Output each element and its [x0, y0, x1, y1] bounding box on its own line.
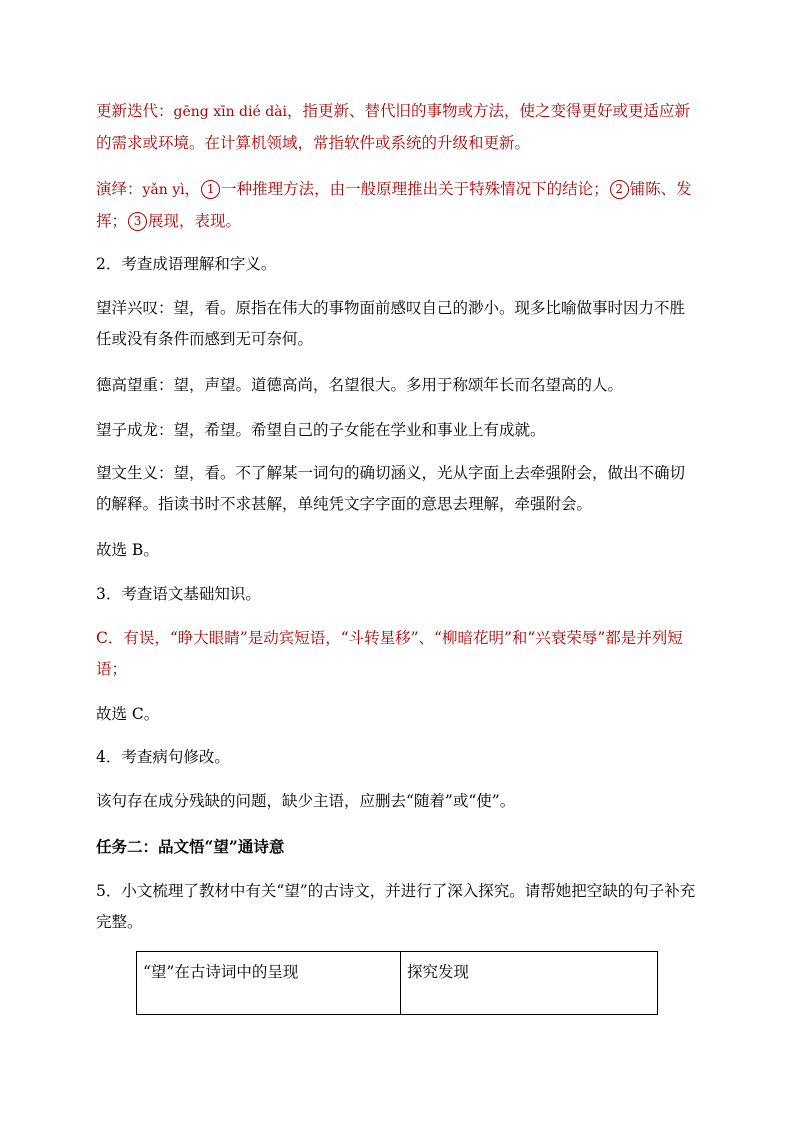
definition-gengxin: ，指更新、替代旧的事物或方法，使之变得更好或更适应新的需求或环境。在计算机领域，常指软件或系统的升级和更新。	[96, 102, 691, 152]
separator-yanyi: ，	[184, 180, 201, 198]
task2-heading: 任务二：品文悟“望”通诗意	[96, 837, 285, 856]
q2-wangzi-chenglong: 望子成龙：望，希望。希望自己的子女能在学业和事业上有成就。	[96, 421, 546, 439]
pinyin-yanyi: yǎn yì	[142, 182, 185, 198]
paragraph-yanyi	[96, 174, 700, 237]
table-row	[137, 952, 658, 1015]
term-yanyi: 演绎：	[96, 180, 143, 198]
circled-number-2: 2	[610, 180, 629, 199]
q2-degao-wangzhong: 德高望重：望，声望。道德高尚，名望很大。多用于称颂年长而名望高的人。	[96, 376, 624, 394]
q2-wangwen-shengyi: 望文生义：望，看。不了解某一词句的确切涵义，光从字面上去牵强附会，做出不确切的解释。指读书时不求甚解，单纯凭文字字面的意思去理解，牵强附会。	[96, 464, 686, 513]
term-gengxin: 更新迭代：	[96, 102, 174, 120]
q4-explanation: 该句存在成分残缺的问题，缺少主语，应删去“随着”或“使”。	[96, 792, 516, 810]
meaning-3: 展现，表现。	[148, 212, 242, 230]
circled-number-3: 3	[128, 212, 147, 231]
pinyin-gengxin: gēng xīn dié dài	[173, 104, 287, 120]
q3-heading: 3．考查语文基础知识。	[96, 585, 261, 603]
table-header-findings: 探究发现	[401, 952, 658, 1015]
q4-heading: 4．考查病句修改。	[96, 748, 230, 766]
table-header-presentation: “望”在古诗词中的呈现	[137, 952, 401, 1015]
q3-answer: 故选 C。	[96, 705, 160, 723]
q2-wangyang-xingtan: 望洋兴叹：望，看。原指在伟大的事物面前感叹自己的渺小。现多比喻做事时因力不胜任或没有条件而感到无可奈何。	[96, 299, 686, 348]
meaning-1: 一种推理方法，由一般原理推出关于特殊情况下的结论；	[221, 180, 609, 198]
q2-answer: 故选 B。	[96, 541, 159, 559]
q5-table	[136, 951, 658, 1015]
circled-number-1: 1	[201, 180, 220, 199]
meaning-2: 铺陈、发挥；	[96, 180, 692, 230]
paragraph-gengxin-diedai	[96, 96, 700, 159]
q2-heading: 2．考查成语理解和字义。	[96, 255, 277, 273]
q5-question: 5．小文梳理了教材中有关“望”的古诗文，并进行了深入探究。请帮她把空缺的句子补充完整。	[96, 882, 696, 931]
q3-explanation: C．有误，“睁大眼睛”是动宾短语，“斗转星移”、“柳暗花明”和“兴衰荣辱”都是并列短语；	[96, 629, 683, 678]
